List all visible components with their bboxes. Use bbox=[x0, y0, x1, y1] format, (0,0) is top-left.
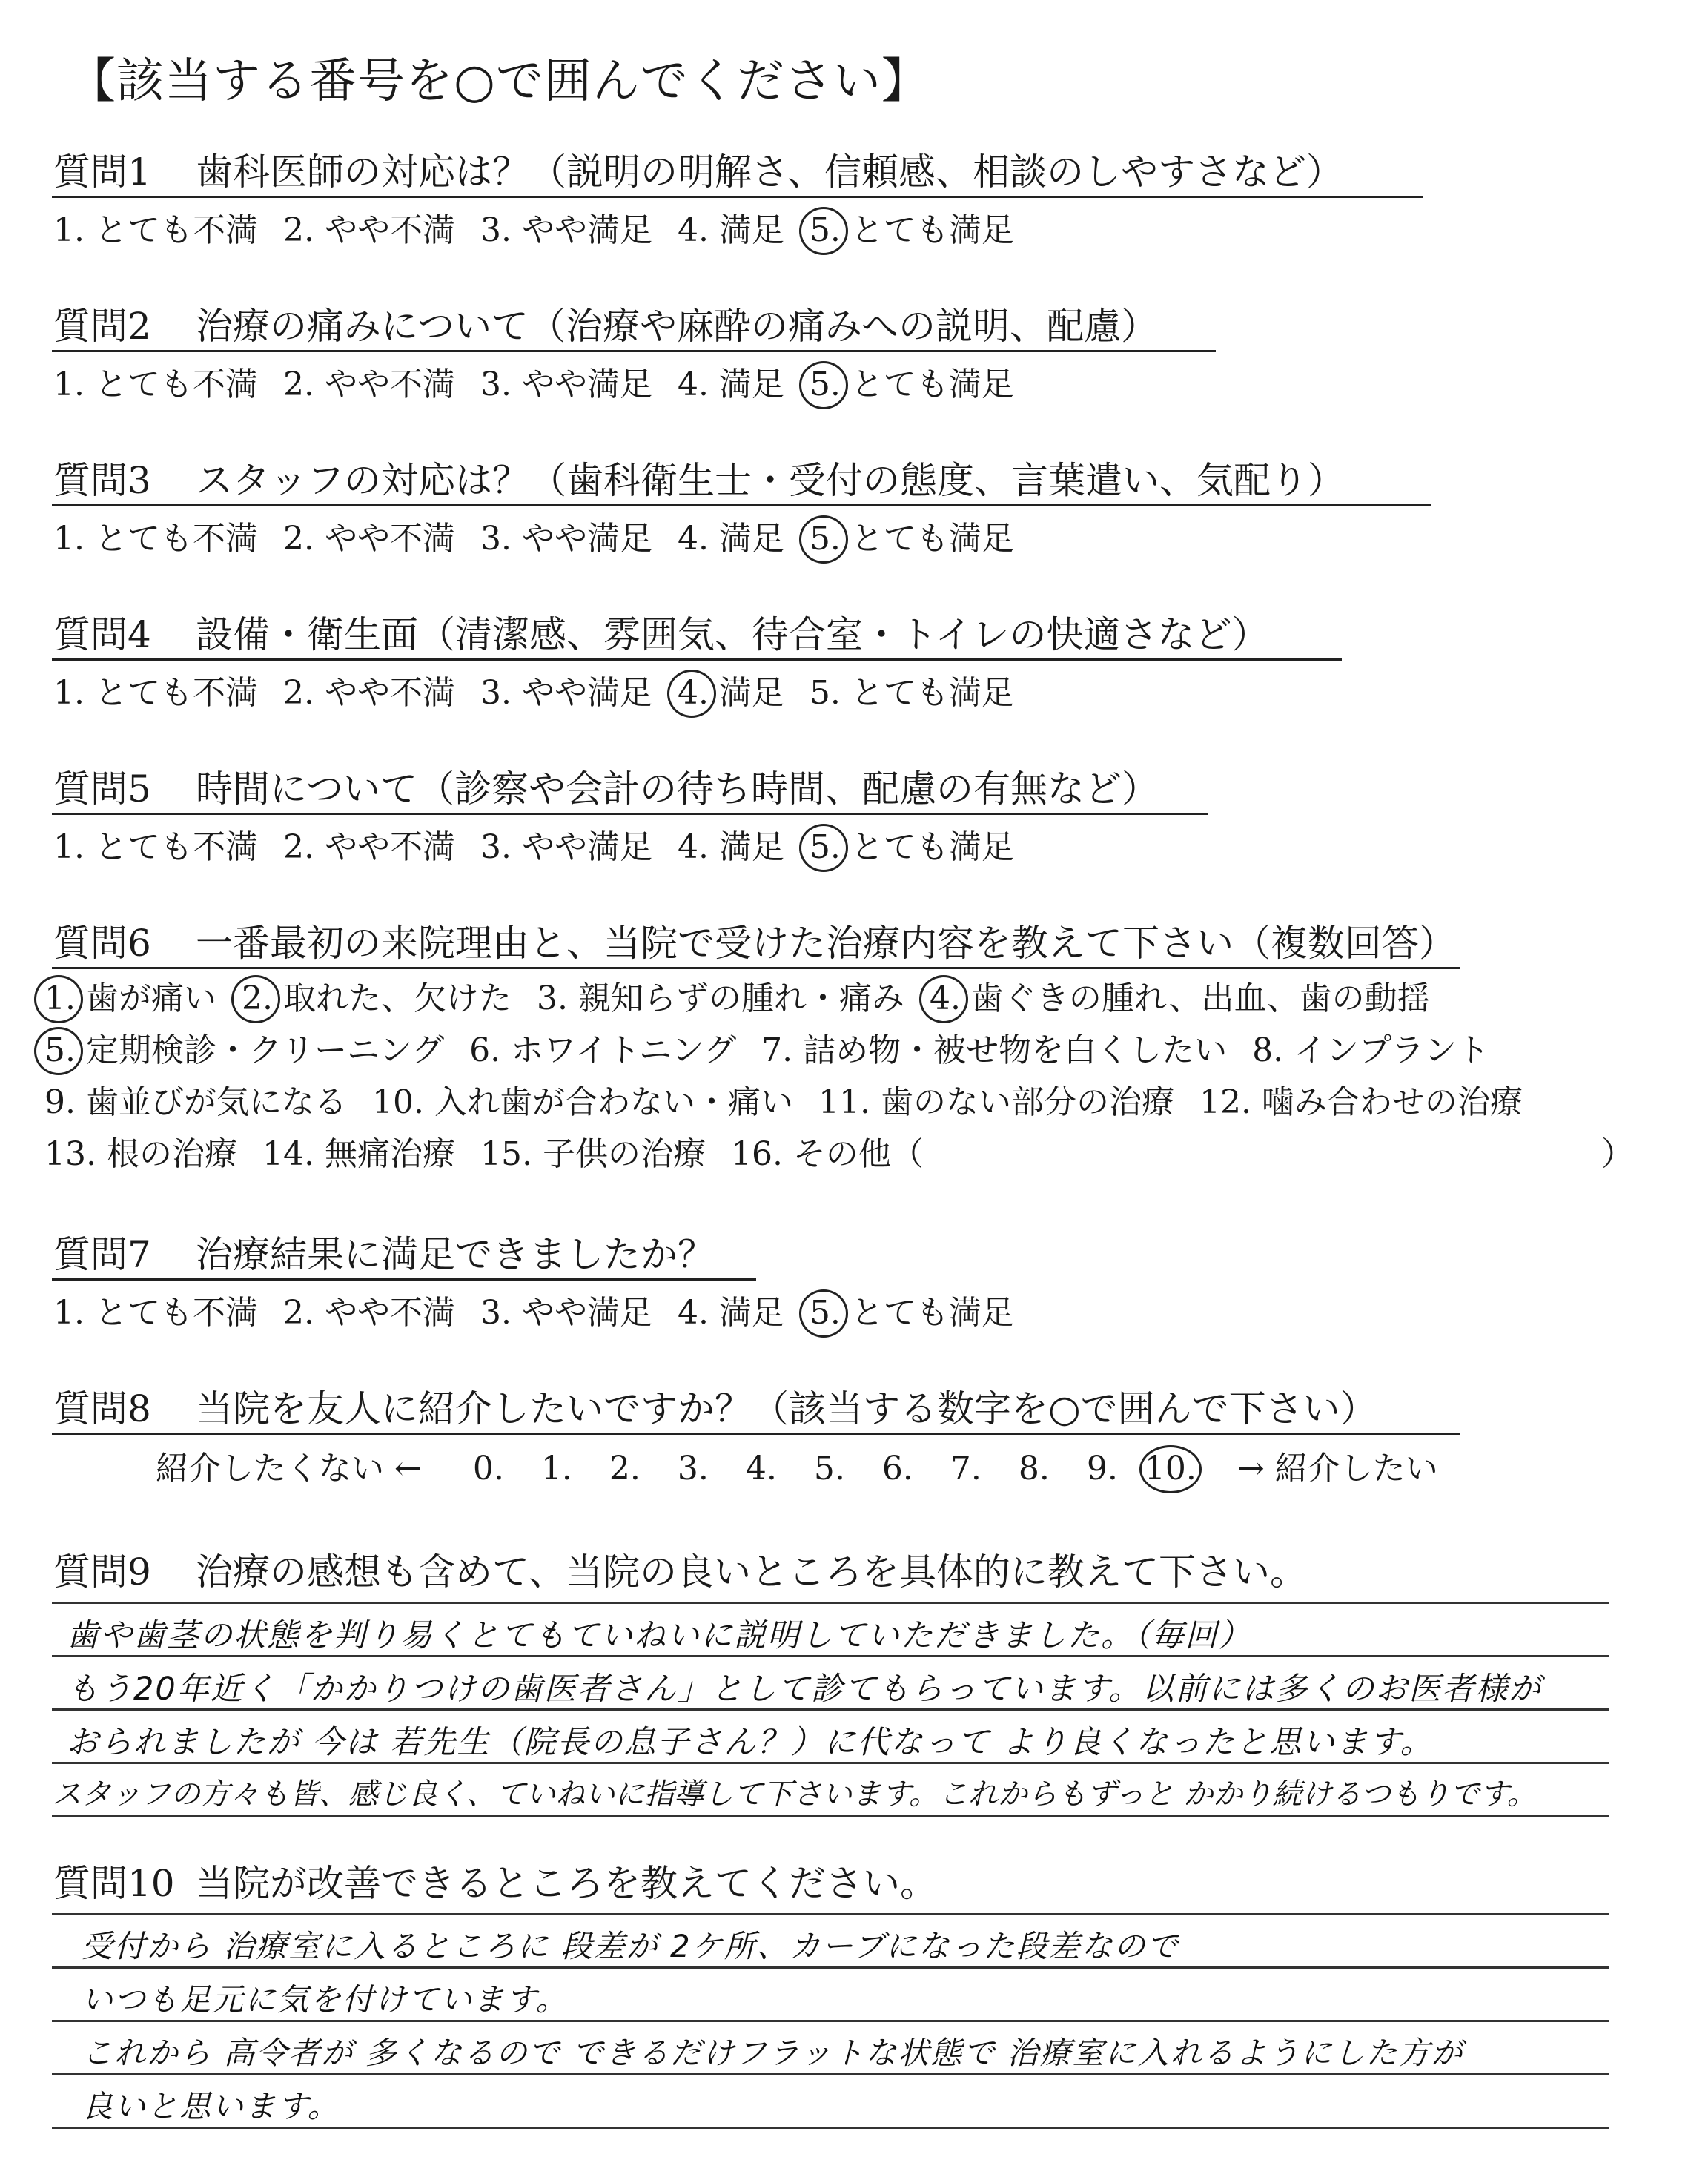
handwritten-answer-line: スタッフの方々も皆、感じ良く、ていねいに指導して下さいます。これからもずっと かかり続けるつもりです。 bbox=[52, 1777, 1537, 1811]
question-3-heading bbox=[53, 451, 1345, 504]
answer-option-1[interactable] bbox=[53, 666, 258, 713]
reason-label: ホワイトニング bbox=[500, 1031, 737, 1069]
reason-number: 15. bbox=[480, 1135, 532, 1173]
answer-option-4[interactable] bbox=[678, 820, 784, 868]
answer-label: とても不満 bbox=[84, 1294, 258, 1332]
question-5-text: 時間について（診察や会計の待ち時間、配慮の有無など） bbox=[196, 767, 1159, 810]
answer-option-4[interactable] bbox=[678, 512, 784, 559]
answer-option-1[interactable] bbox=[53, 512, 258, 559]
scale-option-2[interactable]: 2. bbox=[609, 1450, 640, 1487]
answer-option-1[interactable] bbox=[53, 357, 258, 405]
answer-number: 3. bbox=[480, 211, 512, 249]
answer-option-2[interactable] bbox=[283, 820, 455, 868]
reason-label: 歯が痛い bbox=[75, 980, 216, 1017]
question-3-label: 質問3 bbox=[53, 459, 151, 502]
question-2-heading bbox=[53, 297, 1158, 350]
question-6-heading bbox=[53, 914, 1456, 967]
answer-number: 3. bbox=[480, 1294, 512, 1332]
handwritten-answer-line: 良いと思います。 bbox=[82, 2088, 340, 2124]
reason-number: 8. bbox=[1252, 1031, 1284, 1069]
question-1-underline bbox=[52, 196, 1423, 198]
reason-label: 噛み合わせの治療 bbox=[1251, 1083, 1523, 1121]
reason-label: 入れ歯が合わない・痛い bbox=[423, 1083, 793, 1121]
question-10-label: 質問10 bbox=[53, 1862, 175, 1905]
reason-option[interactable] bbox=[480, 1127, 706, 1175]
answer-option-4[interactable] bbox=[678, 1286, 784, 1333]
question-5-label: 質問5 bbox=[53, 767, 151, 810]
reason-option[interactable] bbox=[469, 1023, 736, 1071]
question-2-options bbox=[53, 357, 1014, 405]
question-10-heading bbox=[53, 1854, 937, 1907]
reason-number: 11. bbox=[818, 1083, 870, 1121]
answer-option-5[interactable] bbox=[810, 203, 1014, 251]
question-6-underline bbox=[52, 967, 1460, 969]
reason-label: 根の治療 bbox=[96, 1135, 237, 1173]
reason-option[interactable] bbox=[44, 1127, 237, 1175]
answer-label: やや満足 bbox=[511, 828, 652, 866]
question-2-underline bbox=[52, 350, 1216, 352]
question-4-label: 質問4 bbox=[53, 613, 151, 656]
answer-line bbox=[52, 2073, 1609, 2075]
question-6-option-row bbox=[44, 1127, 924, 1175]
answer-number: 1. bbox=[53, 1294, 85, 1332]
answer-option-3[interactable] bbox=[480, 1286, 652, 1333]
answer-option-2[interactable] bbox=[283, 1286, 455, 1333]
reason-label: 歯ぐきの腫れ、出血、歯の動揺 bbox=[960, 980, 1430, 1017]
answer-number: 2. bbox=[282, 520, 314, 558]
question-1-label: 質問1 bbox=[53, 151, 151, 194]
page-title: 【該当する番号を○で囲んでください】 bbox=[68, 54, 930, 109]
reason-number: 7. bbox=[761, 1031, 793, 1069]
answer-option-2[interactable] bbox=[283, 357, 455, 405]
answer-label: やや不満 bbox=[314, 366, 455, 403]
answer-number: 5. bbox=[809, 211, 841, 249]
answer-number: 3. bbox=[480, 366, 512, 403]
answer-label: 満足 bbox=[708, 366, 784, 403]
answer-label: やや不満 bbox=[314, 828, 455, 866]
question-4-heading bbox=[53, 605, 1269, 658]
question-8-heading bbox=[53, 1379, 1377, 1433]
answer-option-3[interactable] bbox=[480, 820, 652, 868]
answer-option-3[interactable] bbox=[480, 512, 652, 559]
reason-option[interactable] bbox=[44, 1023, 444, 1071]
question-6-label: 質問6 bbox=[53, 922, 151, 965]
answer-number: 2. bbox=[282, 366, 314, 403]
handwritten-answer-line: もう20年近く「かかりつけの歯医者さん」として診てもらっています。以前には多くのお医者様が bbox=[67, 1671, 1543, 1708]
reason-number: 16. bbox=[730, 1135, 783, 1173]
question-9-label: 質問9 bbox=[53, 1550, 151, 1593]
handwritten-answer-line: これから 高令者が 多くなるので できるだけフラットな状態で 治療室に入れるようにした方が bbox=[82, 2035, 1464, 2071]
answer-label: とても不満 bbox=[84, 366, 258, 403]
answer-line bbox=[52, 1602, 1609, 1604]
reason-number: 9. bbox=[44, 1083, 76, 1121]
answer-number: 4. bbox=[677, 366, 709, 403]
handwritten-answer-line: いつも足元に気を付けています。 bbox=[82, 1981, 569, 2018]
answer-number: 2. bbox=[282, 1294, 314, 1332]
answer-number: 1. bbox=[53, 366, 85, 403]
question-7-options bbox=[53, 1286, 1014, 1333]
question-2-text: 治療の痛みについて（治療や麻酔の痛みへの説明、配慮） bbox=[196, 305, 1158, 348]
answer-option-1[interactable] bbox=[53, 1286, 258, 1333]
question-3-underline bbox=[52, 504, 1431, 506]
answer-label: やや満足 bbox=[511, 366, 652, 403]
reason-number: 4. bbox=[929, 980, 961, 1017]
scale-option-5[interactable]: 5. bbox=[813, 1450, 845, 1487]
answer-label: 満足 bbox=[708, 211, 784, 249]
reason-option[interactable] bbox=[262, 1127, 455, 1175]
question-7-text: 治療結果に満足できましたか？ bbox=[196, 1233, 715, 1276]
reason-option[interactable] bbox=[818, 1075, 1174, 1123]
answer-number: 4. bbox=[677, 211, 709, 249]
reason-label: 定期検診・クリーニング bbox=[75, 1031, 445, 1069]
reason-number: 5. bbox=[44, 1031, 76, 1069]
answer-line bbox=[52, 1815, 1609, 1817]
answer-label: とても不満 bbox=[84, 674, 258, 712]
answer-label: やや不満 bbox=[314, 520, 455, 558]
reason-option[interactable] bbox=[761, 1023, 1227, 1071]
answer-option-2[interactable] bbox=[283, 203, 455, 251]
referral-scale bbox=[156, 1441, 1438, 1489]
reason-label: 無痛治療 bbox=[314, 1135, 455, 1173]
answer-label: 満足 bbox=[708, 674, 784, 712]
question-9-heading bbox=[53, 1542, 1307, 1596]
question-6-option-row bbox=[44, 971, 1430, 1019]
handwritten-answer-line: おられましたが 今は 若先生（院長の息子さん？）に代なって より良くなったと思います。 bbox=[67, 1724, 1434, 1761]
answer-label: やや不満 bbox=[314, 1294, 455, 1332]
scale-option-1[interactable]: 1. bbox=[540, 1450, 572, 1487]
answer-line bbox=[52, 2127, 1609, 2129]
reason-label: 歯並びが気になる bbox=[75, 1083, 347, 1121]
answer-label: 満足 bbox=[708, 520, 784, 558]
scale-option-0[interactable]: 0. bbox=[472, 1450, 504, 1487]
answer-option-1[interactable] bbox=[53, 203, 258, 251]
reason-option[interactable] bbox=[930, 971, 1430, 1019]
scale-right-label: → 紹介したい bbox=[1204, 1450, 1438, 1487]
other-close-paren: ） bbox=[1601, 1135, 1634, 1173]
answer-label: 満足 bbox=[708, 1294, 784, 1332]
reason-label: 歯のない部分の治療 bbox=[870, 1083, 1174, 1121]
answer-label: やや満足 bbox=[511, 1294, 652, 1332]
question-10-text: 当院が改善できるところを教えてください。 bbox=[196, 1862, 937, 1905]
reason-number: 1. bbox=[44, 980, 76, 1017]
answer-option-1[interactable] bbox=[53, 820, 258, 868]
answer-option-3[interactable] bbox=[480, 666, 652, 713]
question-6-option-row bbox=[44, 1023, 1489, 1071]
reason-option[interactable] bbox=[731, 1127, 924, 1175]
answer-number: 1. bbox=[53, 828, 85, 866]
answer-option-5[interactable] bbox=[810, 512, 1014, 559]
reason-label: インプラント bbox=[1283, 1031, 1490, 1069]
answer-option-5[interactable] bbox=[810, 357, 1014, 405]
scale-option-4[interactable]: 4. bbox=[745, 1450, 777, 1487]
answer-label: やや満足 bbox=[511, 674, 652, 712]
answer-label: とても満足 bbox=[840, 674, 1014, 712]
reason-option[interactable] bbox=[1199, 1075, 1523, 1123]
answer-number: 1. bbox=[53, 520, 85, 558]
answer-number: 4. bbox=[677, 520, 709, 558]
reason-option[interactable] bbox=[242, 971, 512, 1019]
question-9-text: 治療の感想も含めて、当院の良いところを具体的に教えて下さい。 bbox=[196, 1550, 1307, 1593]
answer-label: とても不満 bbox=[84, 211, 258, 249]
answer-option-5[interactable] bbox=[810, 1286, 1014, 1333]
answer-line bbox=[52, 2020, 1609, 2022]
answer-label: とても不満 bbox=[84, 520, 258, 558]
answer-label: とても満足 bbox=[840, 1294, 1014, 1332]
answer-number: 2. bbox=[282, 211, 314, 249]
question-3-text: スタッフの対応は？（歯科衛生士・受付の態度、言葉遣い、気配り） bbox=[196, 459, 1345, 502]
answer-label: やや満足 bbox=[511, 520, 652, 558]
reason-number: 14. bbox=[262, 1135, 314, 1173]
answer-number: 1. bbox=[53, 674, 85, 712]
reason-label: 子供の治療 bbox=[532, 1135, 706, 1173]
answer-number: 3. bbox=[480, 828, 512, 866]
scale-left-label: 紹介したくない ← bbox=[156, 1450, 454, 1487]
answer-option-4[interactable] bbox=[678, 666, 784, 713]
question-6-text: 一番最初の来院理由と、当院で受けた治療内容を教えて下さい（複数回答） bbox=[196, 922, 1456, 965]
answer-option-3[interactable] bbox=[480, 357, 652, 405]
reason-label: その他（ bbox=[782, 1135, 924, 1173]
answer-label: やや満足 bbox=[511, 211, 652, 249]
answer-number: 2. bbox=[282, 674, 314, 712]
handwritten-answer-line: 受付から 治療室に入るところに 段差が 2ケ所、カーブになった段差なので bbox=[82, 1928, 1179, 1964]
answer-label: とても満足 bbox=[840, 520, 1014, 558]
answer-number: 5. bbox=[809, 1294, 841, 1332]
reason-number: 10. bbox=[371, 1083, 424, 1121]
question-5-options bbox=[53, 820, 1014, 868]
question-1-options bbox=[53, 203, 1014, 251]
answer-option-2[interactable] bbox=[283, 666, 455, 713]
question-5-underline bbox=[52, 813, 1208, 815]
answer-number: 3. bbox=[480, 520, 512, 558]
question-8-text: 当院を友人に紹介したいですか？（該当する数字を○で囲んで下さい） bbox=[196, 1387, 1377, 1430]
answer-number: 1. bbox=[53, 211, 85, 249]
reason-option[interactable] bbox=[1252, 1023, 1489, 1071]
answer-number: 5. bbox=[809, 828, 841, 866]
reason-label: 詰め物・被せ物を白くしたい bbox=[792, 1031, 1228, 1069]
answer-label: とても満足 bbox=[840, 828, 1014, 866]
answer-number: 2. bbox=[282, 828, 314, 866]
answer-label: とても不満 bbox=[84, 828, 258, 866]
reason-option[interactable] bbox=[537, 971, 904, 1019]
reason-number: 12. bbox=[1199, 1083, 1251, 1121]
question-8-underline bbox=[52, 1433, 1460, 1435]
reason-number: 6. bbox=[469, 1031, 501, 1069]
reason-label: 親知らずの腫れ・痛み bbox=[567, 980, 904, 1017]
answer-option-4[interactable] bbox=[678, 357, 784, 405]
reason-option[interactable] bbox=[44, 971, 216, 1019]
question-4-options bbox=[53, 666, 1014, 713]
answer-label: やや不満 bbox=[314, 211, 455, 249]
question-7-label: 質問7 bbox=[53, 1233, 151, 1276]
question-8-label: 質問8 bbox=[53, 1387, 151, 1430]
answer-number: 5. bbox=[809, 366, 841, 403]
answer-option-2[interactable] bbox=[283, 512, 455, 559]
answer-number: 3. bbox=[480, 674, 512, 712]
reason-option[interactable] bbox=[372, 1075, 793, 1123]
reason-label: 取れた、欠けた bbox=[272, 980, 512, 1017]
question-5-heading bbox=[53, 759, 1159, 813]
scale-option-9[interactable]: 9. bbox=[1086, 1450, 1118, 1487]
reason-option[interactable] bbox=[44, 1075, 347, 1123]
answer-number: 5. bbox=[809, 520, 841, 558]
answer-label: とても満足 bbox=[840, 366, 1014, 403]
answer-number: 4. bbox=[677, 828, 709, 866]
question-1-text: 歯科医師の対応は？（説明の明解さ、信頼感、相談のしやすさなど） bbox=[196, 151, 1343, 194]
answer-label: とても満足 bbox=[840, 211, 1014, 249]
question-4-text: 設備・衛生面（清潔感、雰囲気、待合室・トイレの快適さなど） bbox=[196, 613, 1269, 656]
answer-number: 4. bbox=[677, 674, 709, 712]
answer-option-5[interactable] bbox=[810, 666, 1014, 713]
question-4-underline bbox=[52, 658, 1342, 661]
answer-line bbox=[52, 1913, 1609, 1915]
question-1-heading bbox=[53, 142, 1343, 196]
answer-option-5[interactable] bbox=[810, 820, 1014, 868]
scale-option-7[interactable]: 7. bbox=[950, 1450, 982, 1487]
scale-option-3[interactable]: 3. bbox=[677, 1450, 709, 1487]
scale-option-10[interactable]: 10. bbox=[1136, 1450, 1205, 1487]
answer-number: 4. bbox=[677, 1294, 709, 1332]
answer-number: 5. bbox=[809, 674, 841, 712]
question-2-label: 質問2 bbox=[53, 305, 151, 348]
answer-label: やや不満 bbox=[314, 674, 455, 712]
scale-option-6[interactable]: 6. bbox=[881, 1450, 913, 1487]
answer-option-3[interactable] bbox=[480, 203, 652, 251]
reason-number: 3. bbox=[536, 980, 568, 1017]
reason-number: 13. bbox=[44, 1135, 96, 1173]
handwritten-answer-line: 歯や歯茎の状態を判り易くとてもていねいに説明していただきました。（毎回） bbox=[67, 1617, 1252, 1654]
answer-option-4[interactable] bbox=[678, 203, 784, 251]
question-3-options bbox=[53, 512, 1014, 559]
scale-option-8[interactable]: 8. bbox=[1018, 1450, 1050, 1487]
question-7-underline bbox=[52, 1278, 756, 1281]
question-6-option-row bbox=[44, 1075, 1523, 1123]
question-7-heading bbox=[53, 1225, 715, 1278]
reason-number: 2. bbox=[241, 980, 273, 1017]
answer-line bbox=[52, 1966, 1609, 1969]
answer-label: 満足 bbox=[708, 828, 784, 866]
